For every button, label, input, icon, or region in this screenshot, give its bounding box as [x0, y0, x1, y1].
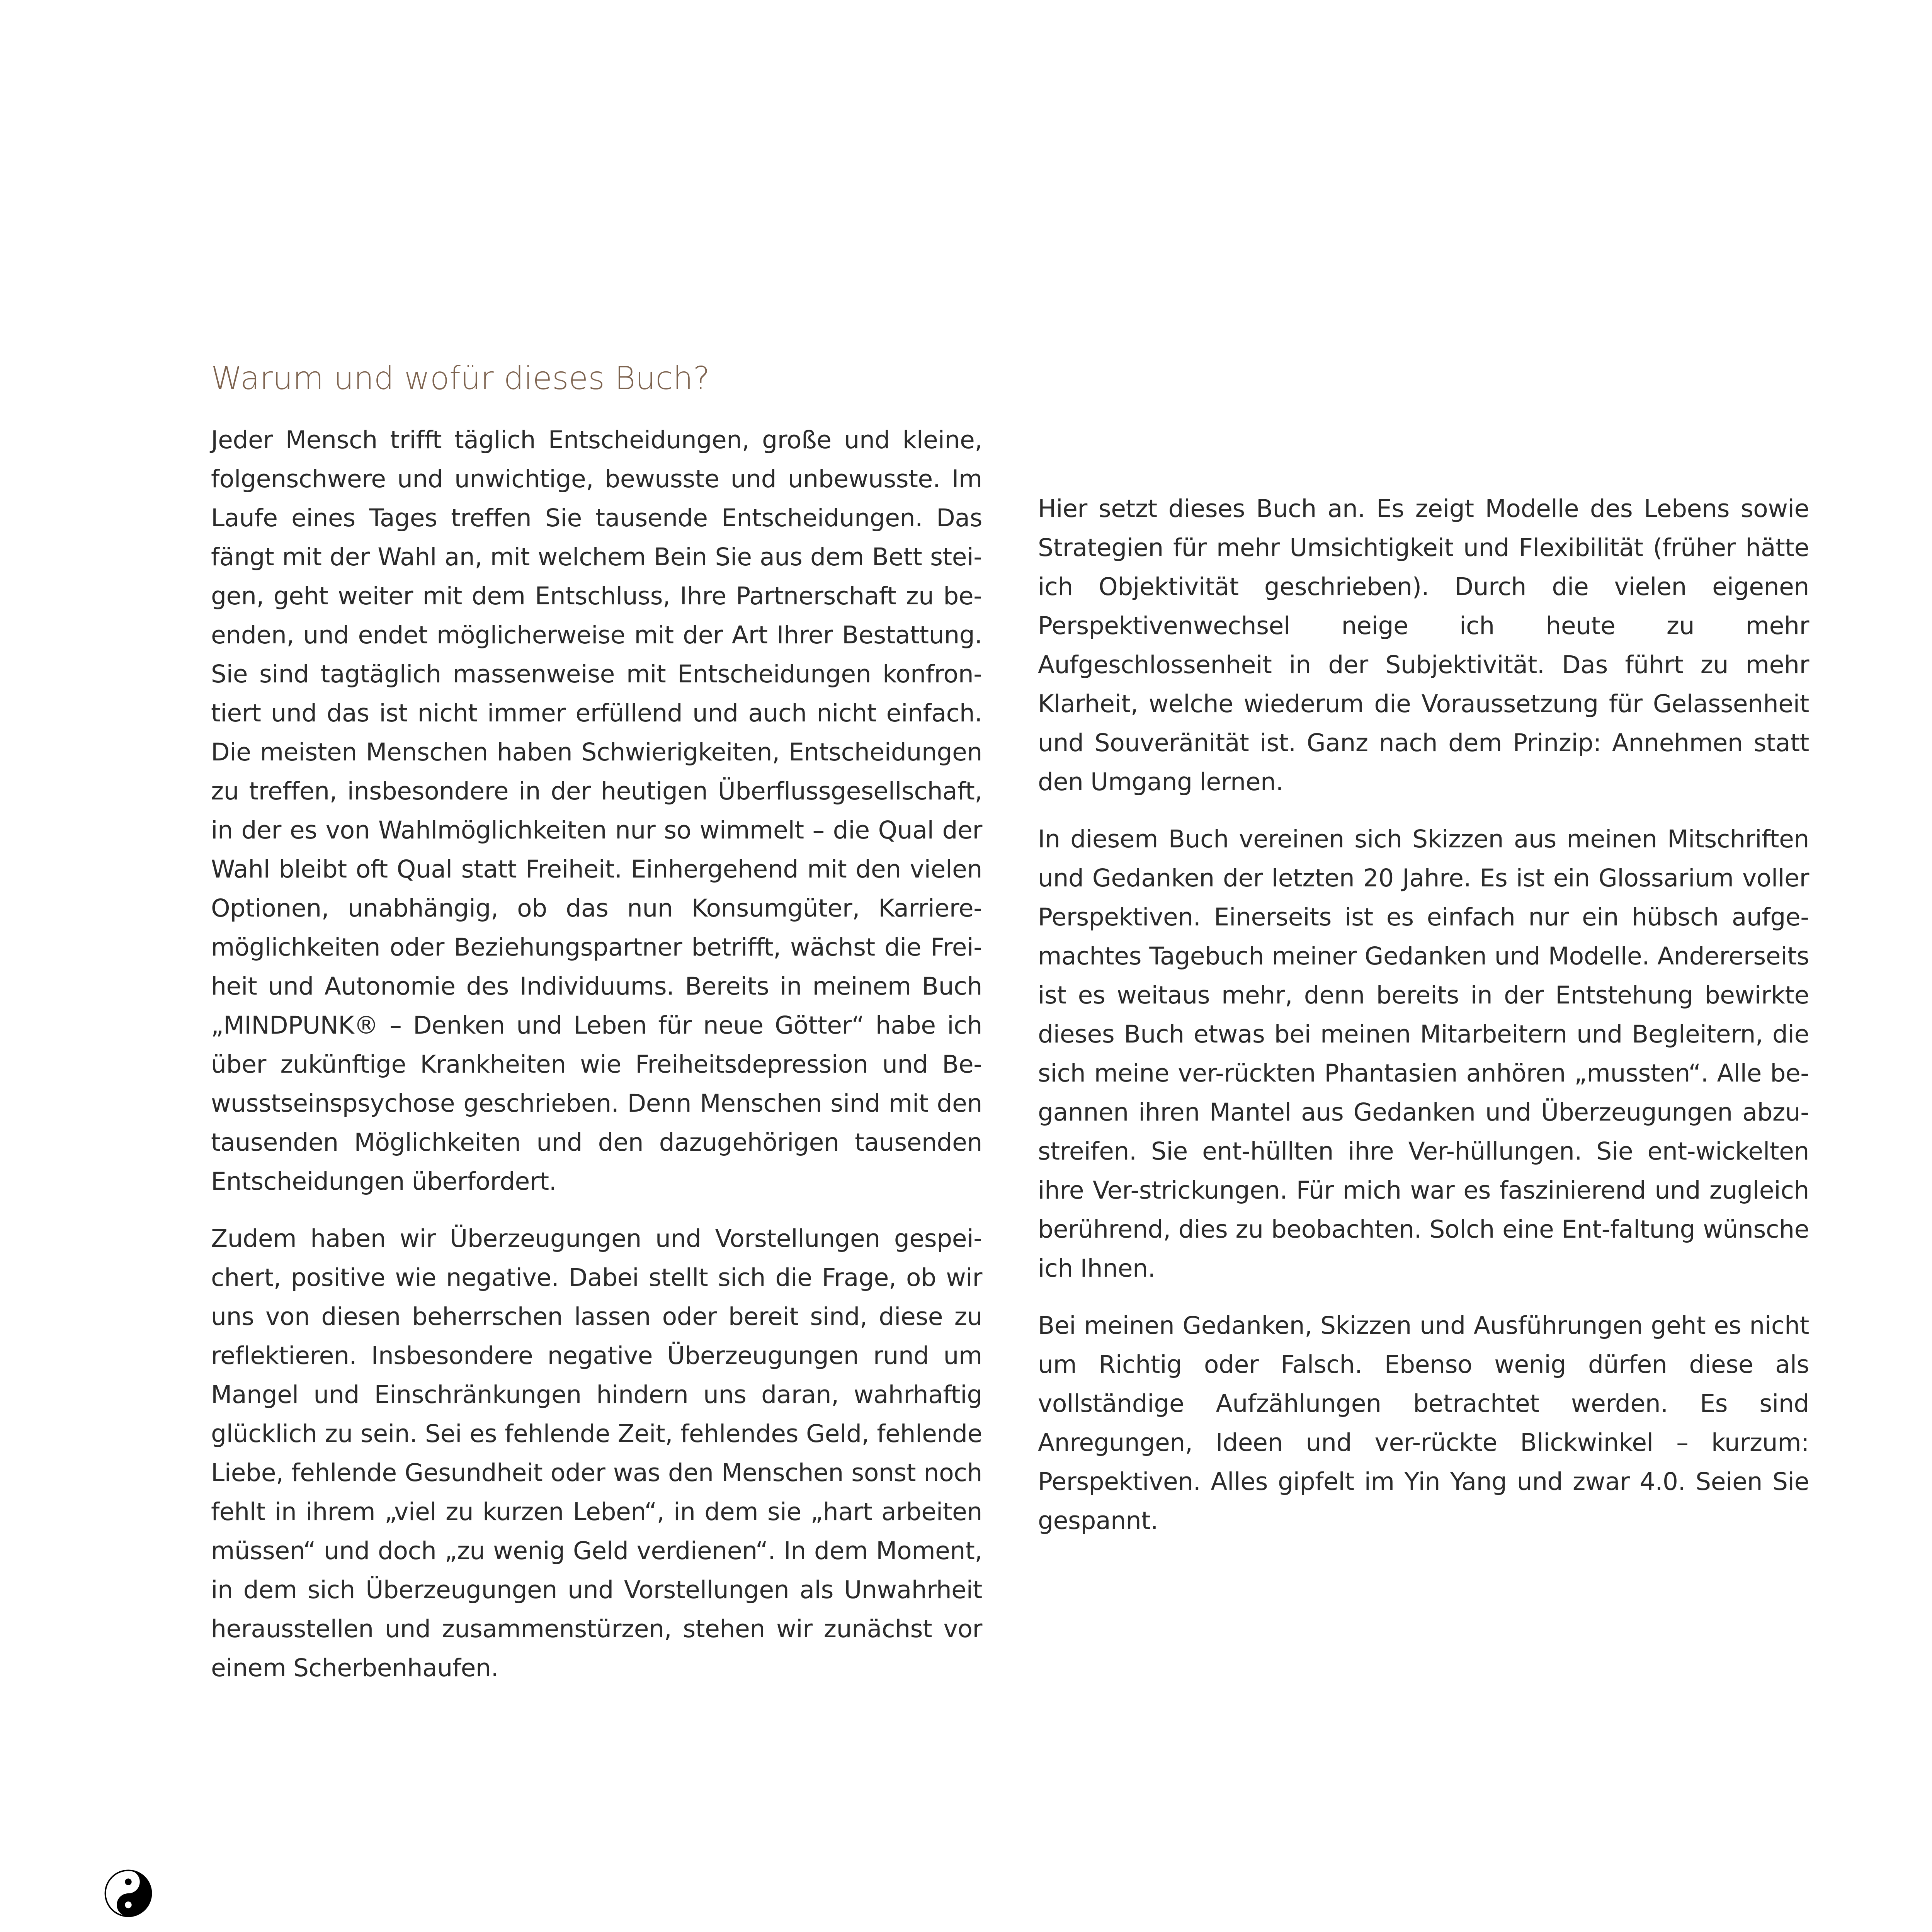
paragraph: Hier setzt dieses Buch an. Es zeigt Modelle des Lebens sowie Strategien für mehr Umsichtigkeit und Flexibilität (früher hätte ich Objektivität geschrieben). Durch die vielen eigenen Perspektivenwechsel neige ich heute zu mehr Aufgeschlossenheit in der Subjektivität. Das führt zu mehr Klarheit, welche wiederum die Voraussetzung für Gelassenheit und Souveränität ist. Ganz nach dem Prinzip: Annehmen statt den Umgang lernen.	[1038, 495, 1809, 796]
left-column	[211, 420, 982, 1706]
yin-yang-icon	[104, 1869, 152, 1917]
paragraph: In diesem Buch vereinen sich Skizzen aus meinen Mitschriften und Gedanken der letzten 20 Jahre. Es ist ein Glossarium voller Perspektiven. Einerseits ist es einfach nur ein hübsch aufgemachtes Tagebuch meiner Gedanken und Modelle. Andererseits ist es weitaus mehr, denn bereits in der Entstehung bewirkte dieses Buch etwas bei meinen Mitarbeitern und Begleitern, die sich meine ver-rückten Phantasien anhören „mussten“. Alle begannen ihren Mantel aus Gedanken und Überzeugungen abzustreifen. Sie ent-hüllten ihre Ver-hüllungen. Sie ent-wickelten ihre Ver-strickungen. Für mich war es faszinierend und zugleich berührend, dies zu beobachten. Solch eine Ent-faltung wünsche ich Ihnen.	[1038, 825, 1809, 1282]
paragraph: Bei meinen Gedanken, Skizzen und Ausführungen geht es nicht um Richtig oder Falsch. Ebenso wenig dürfen diese als vollständige Aufzählungen betrachtet werden. Es sind Anregungen, Ideen und ver-rückte Blickwinkel – kurzum: Perspektiven. Alles gipfelt im Yin Yang und zwar 4.0. Seien Sie gespannt.	[1038, 1311, 1809, 1535]
page-title: Warum und wofür dieses Buch?	[211, 360, 710, 397]
paragraph: Zudem haben wir Überzeugungen und Vorstellungen gespeichert, positive wie negative. Dabei stellt sich die Frage, ob wir uns von diesen beherrschen lassen oder bereit sind, diese zu reflektieren. Insbesondere negative Überzeugungen rund um Mangel und Einschränkungen hindern uns daran, wahrhaftig glücklich zu sein. Sei es fehlende Zeit, fehlendes Geld, fehlende Liebe, fehlende Gesundheit oder was den Menschen sonst noch fehlt in ihrem „viel zu kurzen Leben“, in dem sie „hart arbeiten müssen“ und doch „zu wenig Geld verdienen“. In dem Moment, in dem sich Überzeugungen und Vorstellungen als Unwahrheit herausstellen und zusammenstürzen, stehen wir zunächst vor einem Scherbenhaufen.	[211, 1225, 982, 1682]
paragraph: Jeder Mensch trifft täglich Entscheidungen, große und kleine, folgenschwere und unwichtige, bewusste und unbewusste. Im Laufe eines Tages treffen Sie tausende Entscheidungen. Das fängt mit der Wahl an, mit welchem Bein Sie aus dem Bett steigen, geht weiter mit dem Entschluss, Ihre Partnerschaft zu beenden, und endet möglicherweise mit der Art Ihrer Bestattung. Sie sind tagtäglich massenweise mit Entscheidungen konfrontiert und das ist nicht immer erfüllend und auch nicht einfach. Die meisten Menschen haben Schwierigkeiten, Entscheidungen zu treffen, insbesondere in der heutigen Überflussgesellschaft, in der es von Wahlmöglichkeiten nur so wimmelt – die Qual der Wahl bleibt oft Qual statt Freiheit. Einhergehend mit den vielen Optionen, unabhängig, ob das nun Konsumgüter, Karrieremöglichkeiten oder Beziehungspartner betrifft, wächst die Freiheit und Autonomie des Individuums. Bereits in meinem Buch „MINDPUNK® – Denken und Leben für neue Götter“ habe ich über zukünftige Krankheiten wie Freiheitsdepression und Bewusstseinspsychose geschrieben. Denn Menschen sind mit den tausenden Möglichkeiten und den dazugehörigen tausenden Entscheidungen überfordert.	[211, 426, 982, 1196]
right-column	[1038, 489, 1809, 1558]
